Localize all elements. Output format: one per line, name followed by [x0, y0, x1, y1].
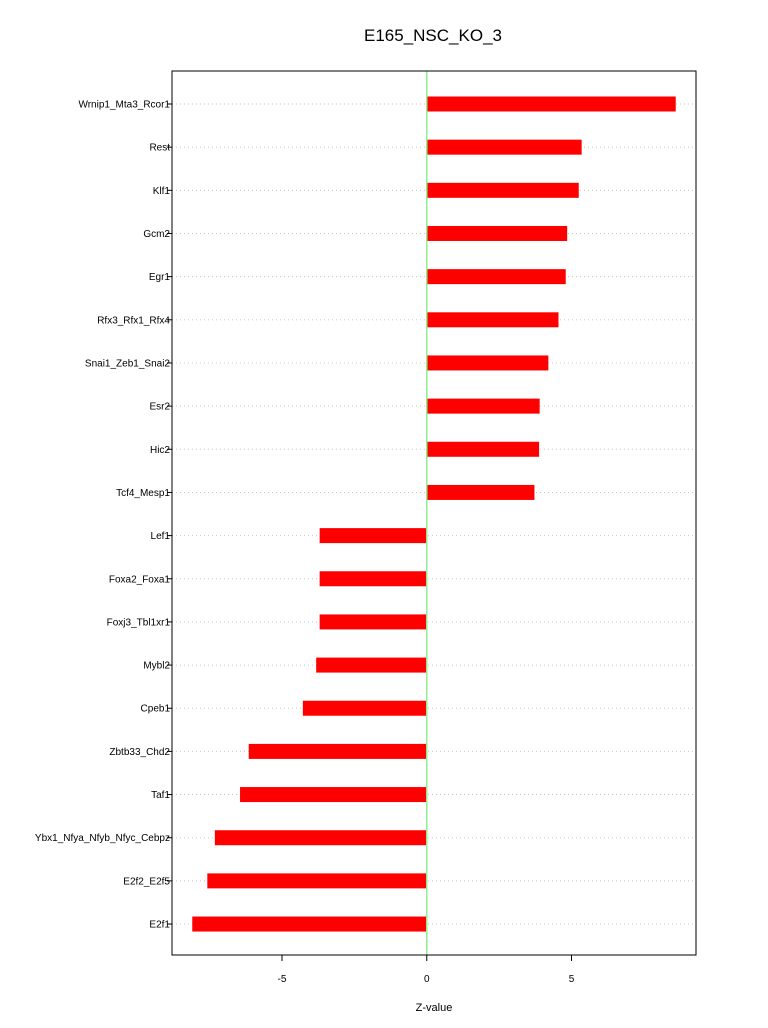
- y-tick-label: Tcf4_Mesp1: [116, 487, 170, 499]
- bar: [320, 614, 427, 629]
- y-tick-label: Foxa2_Foxa1: [108, 574, 170, 586]
- y-tick-label: Taf1: [151, 790, 170, 802]
- y-tick-label: Wrnip1_Mta3_Rcor1: [78, 99, 170, 111]
- x-axis: [278, 955, 575, 985]
- x-tick-label: -5: [277, 974, 287, 985]
- bar: [427, 97, 676, 112]
- y-tick-label: Cpeb1: [140, 703, 170, 715]
- x-axis-label: Z-value: [415, 1002, 453, 1014]
- x-tick-label: 5: [568, 974, 575, 985]
- y-tick-label: Mybl2: [143, 660, 170, 672]
- y-tick-label: E2f2_E2f5: [123, 876, 170, 888]
- y-tick-label: Lef1: [150, 531, 170, 543]
- y-tick-label: Esr2: [149, 401, 170, 413]
- bar: [215, 830, 427, 845]
- bar: [207, 873, 426, 888]
- bar: [427, 442, 539, 457]
- plot-frame: [172, 71, 696, 955]
- y-tick-label: Zbtb33_Chd2: [109, 746, 170, 758]
- bar: [249, 744, 427, 759]
- bars: [192, 97, 675, 932]
- y-tick-label: Rest: [149, 142, 170, 154]
- bar: [316, 658, 427, 673]
- y-tick-label: Klf1: [152, 185, 170, 197]
- bar: [427, 269, 566, 284]
- bar: [192, 917, 426, 932]
- x-tick-label: 0: [423, 974, 430, 985]
- chart-title: E165_NSC_KO_3: [364, 26, 502, 45]
- y-tick-label: Rfx3_Rfx1_Rfx4: [97, 315, 170, 327]
- bar: [427, 399, 540, 414]
- y-tick-label: Ybx1_Nfya_Nfyb_Nfyc_Cebpz: [34, 833, 170, 845]
- bar: [427, 226, 567, 241]
- y-tick-label: Snai1_Zeb1_Snai2: [84, 358, 170, 370]
- bar: [427, 312, 559, 327]
- y-tick-label: E2f1: [149, 919, 170, 931]
- y-tick-label: Foxj3_Tbl1xr1: [106, 617, 170, 629]
- bar: [427, 183, 579, 198]
- bar: [427, 355, 549, 370]
- bar: [303, 701, 427, 716]
- bar: [427, 485, 535, 500]
- bar: [240, 787, 427, 802]
- y-tick-labels: [35, 100, 172, 931]
- y-tick-label: Egr1: [148, 272, 170, 284]
- y-tick-label: Gcm2: [143, 228, 170, 240]
- bar: [320, 571, 427, 586]
- bar: [427, 140, 582, 155]
- bar: [320, 528, 427, 543]
- y-tick-label: Hic2: [149, 444, 170, 456]
